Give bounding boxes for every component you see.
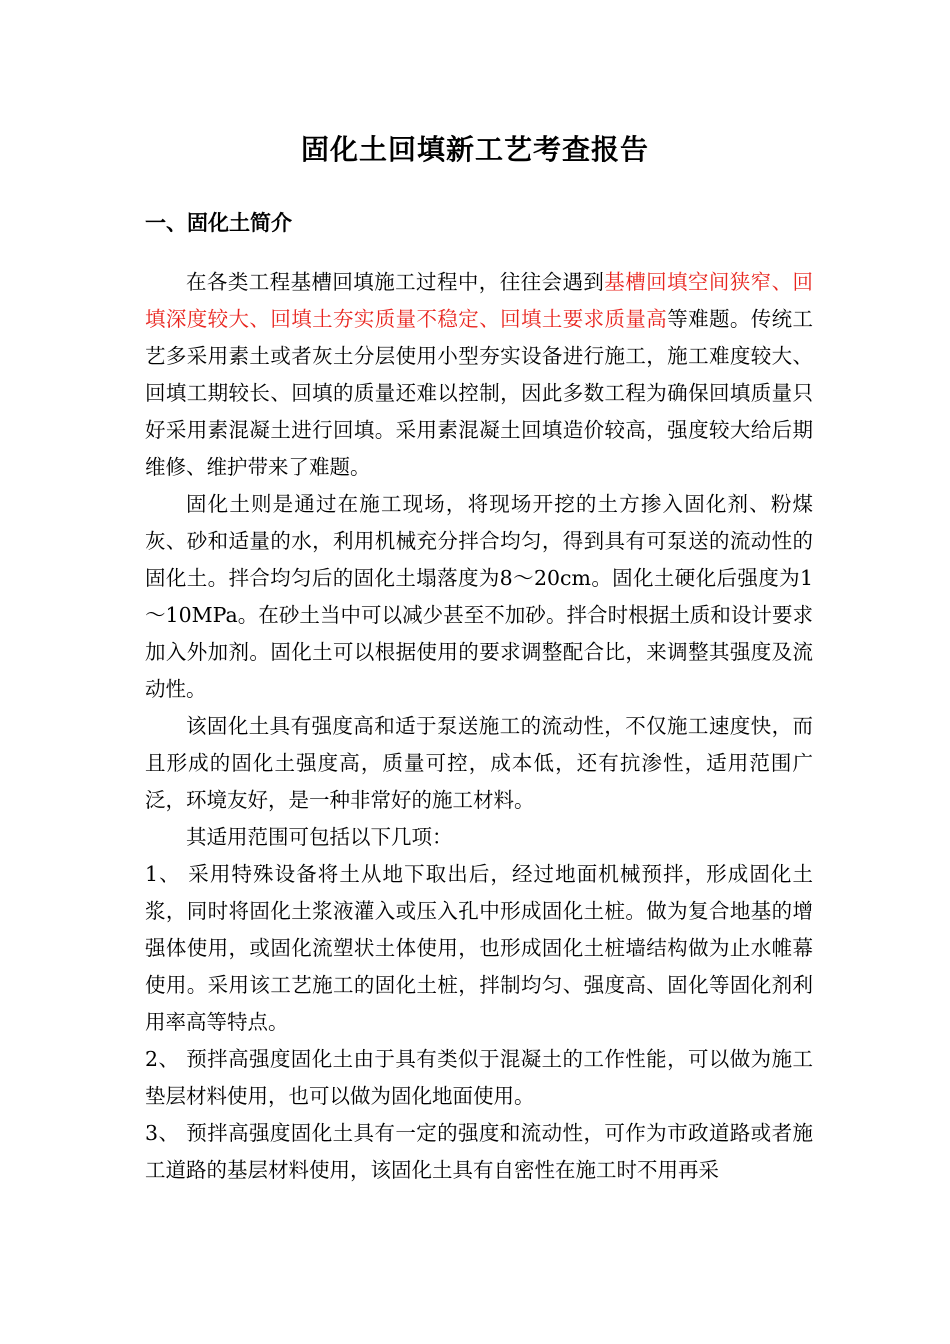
paragraph-1-tail: 等难题。传统工艺多采用素土或者灰土分层使用小型夯实设备进行施工，施工难度较大、回填工期较长、回填的质量还难以控制，因此多数工程为确保回填质量只好采用素混凝土进行回填。采用素混凝土回填造价较高，强度较大给后期维修、维护带来了难题。 — [145, 307, 814, 479]
list-item-2: 2、 预拌高强度固化土由于具有类似于混凝土的工作性能，可以做为施工垫层材料使用，也可以做为固化地面使用。 — [145, 1047, 813, 1108]
paragraph-3: 该固化土具有强度高和适于泵送施工的流动性，不仅施工速度快，而且形成的固化土强度高，质量可控，成本低，还有抗渗性，适用范围广泛，环境友好，是一种非常好的施工材料。 — [145, 714, 813, 812]
paragraph-4: 其适用范围可包括以下几项： — [186, 825, 453, 849]
paragraph-1-lead: 在各类工程基槽回填施工过程中，往往会遇到 — [186, 270, 605, 294]
document-body — [145, 264, 813, 1189]
paragraph-2: 固化土则是通过在施工现场，将现场开挖的土方掺入固化剂、粉煤灰、砂和适量的水，利用机械充分拌合均匀，得到具有可泵送的流动性的固化土。拌合均匀后的固化土塌落度为8～20cm。固化土硬化后强度为1～10MPa。在砂土当中可以减少甚至不加砂。拌合时根据土质和设计要求加入外加剂。固化土可以根据使用的要求调整配合比，来调整其强度及流动性。 — [145, 492, 813, 701]
paragraph-1 — [145, 264, 813, 486]
document-title: 固化土回填新工艺考查报告 — [300, 133, 649, 166]
section-heading-intro: 一、固化土简介 — [145, 211, 292, 235]
paragraph-1-highlight: 基槽回填空间狭窄、回填深度较大、回填土夯实质量不稳定、回填土要求质量高 — [145, 270, 814, 331]
list-item-1: 1、 采用特殊设备将土从地下取出后，经过地面机械预拌，形成固化土浆，同时将固化土浆液灌入或压入孔中形成固化土桩。做为复合地基的增强体使用，或固化流塑状土体使用，也形成固化土桩墙结构做为止水帷幕使用。采用该工艺施工的固化土桩，拌制均匀、强度高、固化等固化剂利用率高等特点。 — [145, 862, 813, 1034]
list-item-3: 3、 预拌高强度固化土具有一定的强度和流动性，可作为市政道路或者施工道路的基层材料使用，该固化土具有自密性在施工时不用再采 — [145, 1121, 813, 1182]
